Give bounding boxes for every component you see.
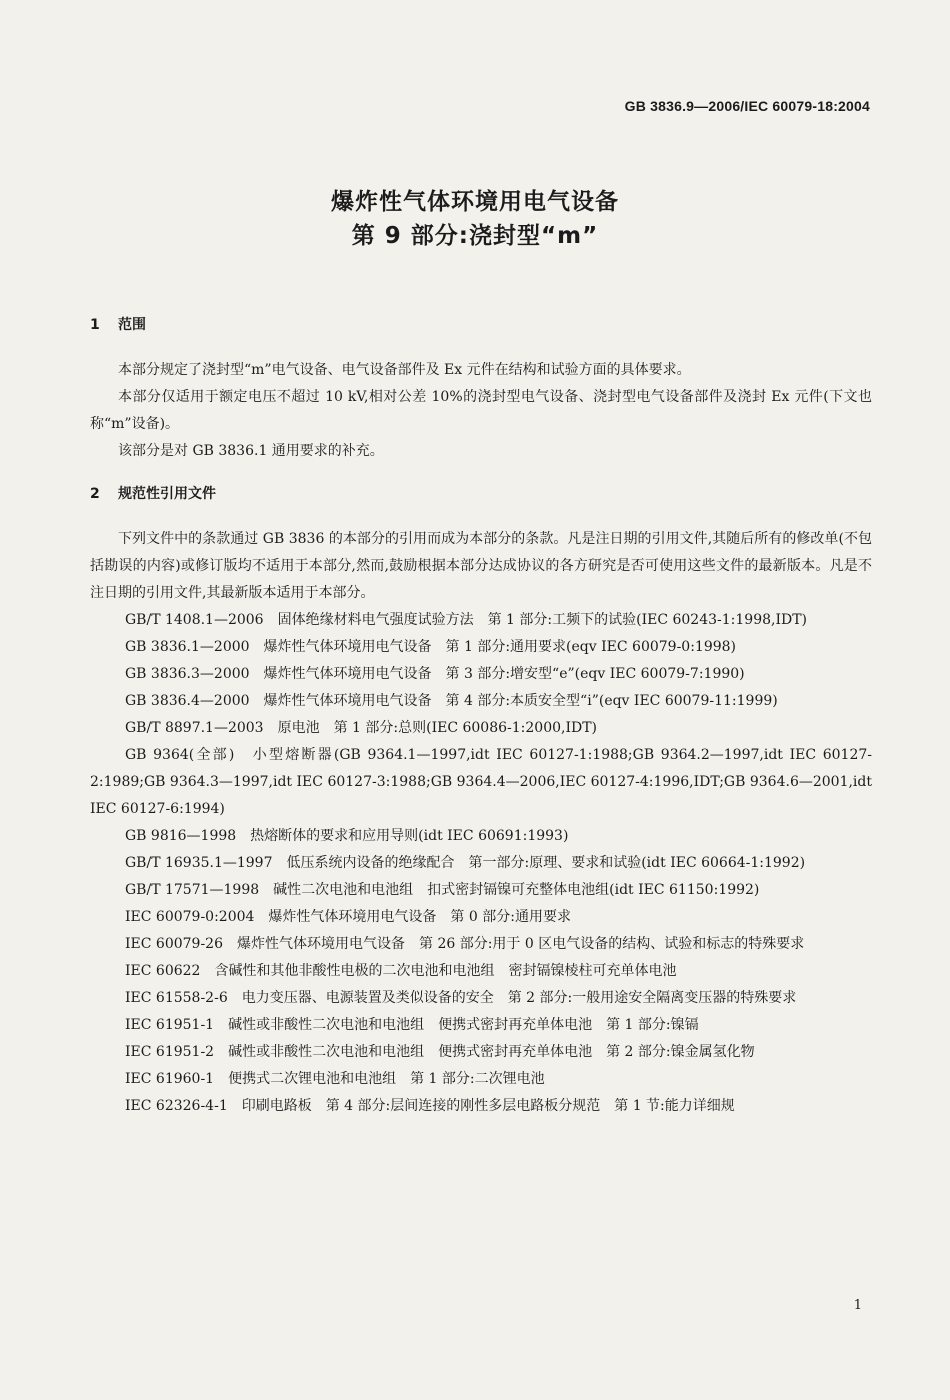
reference-item: IEC 61558-2-6 电力变压器、电源装置及类似设备的安全 第 2 部分:一般用途安全隔离变压器的特殊要求: [125, 990, 797, 1006]
reference-list: [90, 607, 872, 1120]
section-title: 范围: [118, 317, 146, 333]
section-title: 规范性引用文件: [118, 486, 216, 502]
standard-code: GB 3836.9—2006/IEC 60079-18:2004: [624, 98, 870, 114]
reference-item: GB/T 1408.1—2006 固体绝缘材料电气强度试验方法 第 1 部分:工频下的试验(IEC 60243-1:1998,IDT): [125, 612, 808, 628]
section-heading-normative-references: [90, 481, 872, 508]
title-line-2: 第 9 部分:浇封型“m”: [351, 223, 599, 249]
document-body: [90, 312, 872, 1120]
reference-item: IEC 60079-0:2004 爆炸性气体环境用电气设备 第 0 部分:通用要求: [125, 909, 571, 925]
reference-item: IEC 60079-26 爆炸性气体环境用电气设备 第 26 部分:用于 0 区电气设备的结构、试验和标志的特殊要求: [125, 936, 805, 952]
reference-item: GB 3836.1—2000 爆炸性气体环境用电气设备 第 1 部分:通用要求(eqv IEC 60079-0:1998): [125, 639, 737, 655]
reference-item: IEC 60622 含碱性和其他非酸性电极的二次电池和电池组 密封镉镍棱柱可充单体电池: [125, 963, 677, 979]
reference-item: GB/T 17571—1998 碱性二次电池和电池组 扣式密封镉镍可充整体电池组(idt IEC 61150:1992): [125, 882, 760, 898]
reference-item: GB 3836.4—2000 爆炸性气体环境用电气设备 第 4 部分:本质安全型“i”(eqv IEC 60079-11:1999): [125, 693, 778, 709]
reference-item: IEC 61951-2 碱性或非酸性二次电池和电池组 便携式密封再充单体电池 第 2 部分:镍金属氢化物: [125, 1044, 755, 1060]
title-line-1: 爆炸性气体环境用电气设备: [331, 189, 619, 215]
section-number: 1: [90, 317, 100, 333]
reference-item: IEC 62326-4-1 印刷电路板 第 4 部分:层间连接的刚性多层电路板分规范 第 1 节:能力详细规: [125, 1098, 735, 1114]
reference-item: GB/T 8897.1—2003 原电池 第 1 部分:总则(IEC 60086-1:2000,IDT): [125, 720, 598, 736]
reference-item: GB 9816—1998 热熔断体的要求和应用导则(idt IEC 60691:1993): [125, 828, 569, 844]
paragraph: 该部分是对 GB 3836.1 通用要求的补充。: [118, 443, 384, 459]
paragraph: 本部分规定了浇封型“m”电气设备、电气设备部件及 Ex 元件在结构和试验方面的具体要求。: [118, 362, 691, 378]
reference-item: IEC 61960-1 便携式二次锂电池和电池组 第 1 部分:二次锂电池: [125, 1071, 545, 1087]
reference-item: GB/T 16935.1—1997 低压系统内设备的绝缘配合 第一部分:原理、要求和试验(idt IEC 60664-1:1992): [125, 855, 806, 871]
page-number: 1: [853, 1298, 862, 1313]
section-number: 2: [90, 486, 100, 502]
reference-item: GB 3836.3—2000 爆炸性气体环境用电气设备 第 3 部分:增安型“e”(eqv IEC 60079-7:1990): [125, 666, 745, 682]
section-heading-scope: [90, 312, 872, 339]
reference-item: GB 9364(全部) 小型熔断器(GB 9364.1—1997,idt IEC 60127-1:1988;GB 9364.2—1997,idt IEC 60127-2:1989;GB 9364.3—1997,idt IEC 60127-3:1988;GB 9364.4—2006,IEC 60127-4:1996,IDT;GB 9364.6—2001,idt IEC 60127-6:1994): [90, 747, 872, 817]
document-title: [0, 185, 950, 253]
reference-item: IEC 61951-1 碱性或非酸性二次电池和电池组 便携式密封再充单体电池 第 1 部分:镍镉: [125, 1017, 699, 1033]
paragraph: 下列文件中的条款通过 GB 3836 的本部分的引用而成为本部分的条款。凡是注日期的引用文件,其随后所有的修改单(不包括勘误的内容)或修订版均不适用于本部分,然而,鼓励根据本部分达成协议的各方研究是否可使用这些文件的最新版本。凡是不注日期的引用文件,其最新版本适用于本部分。: [90, 531, 872, 601]
paragraph: 本部分仅适用于额定电压不超过 10 kV,相对公差 10%的浇封型电气设备、浇封型电气设备部件及浇封 Ex 元件(下文也称“m”设备)。: [90, 389, 872, 432]
